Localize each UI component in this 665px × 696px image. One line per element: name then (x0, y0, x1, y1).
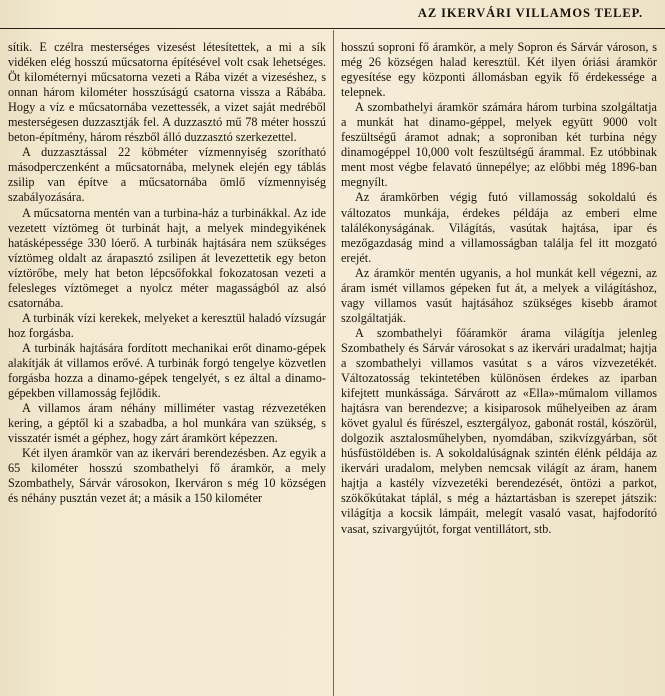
paragraph: Két ilyen áramkör van az ikervári berendezésben. Az egyik a 65 kilométer hosszú szombathelyi fő áramkör, a mely Szombathely, Sárvár városokon, Ikerváron s még 10 községen és néhány pusztán vezet át; a másik a 150 kilométer (8, 446, 326, 506)
paragraph: A szombathelyi főáramkör árama világítja jelenleg Szombathely és Sárvár városokat s az ikervári uradalmat; hajtja a szombathelyi villamos vasútat s a város vízvezetékét. Változatosság tekintetében különösen érdekes az iparban kifejtett munkássága. Sárvárott az «Ella»-műmalom villamos hajtásra van berendezve; a kisiparosok műhelyeiben az áram követ gyalul és fűrészel, esztergályoz, gabonát rostál, kószörül, dolgozik asztalosműhelyben, nyomdában, szikvízgyárban, sőt húsfüstöldében is. A sokoldalúságnak szintén élénk példája az ikervári uradalom, melyben nemcsak világít az áram, hanem hajtja a kastély vízvezetéki berendezését, öntözi a parkot, szökőkútakat táplál, s még a háztartásban is szerepet játszik: világítja a kocsik lámpáit, melegít vasaló vasat, hajfodorító vasat, szivargyújtót, forgat ventillátort, stb. (341, 325, 657, 536)
paragraph: Az áramkör mentén ugyanis, a hol munkát kell végezni, az áram ismét villamos gépeken fut át, a melyek a világításhoz, vagy villamos vasút hajtásához szükséges kisebb áramot szolgáltatják. (341, 265, 657, 325)
left-column (8, 40, 326, 506)
paragraph: Az áramkörben végig futó villamosság sokoldalú és változatos munkája, érdekes példája az emberi elme találékonyságának. Világítás, vasútak hajtása, ipar és mezőgazdaság mind a villamosságban találja fel itt mozgató erejét. (341, 190, 657, 265)
paragraph: sítik. E czélra mesterséges vizesést létesítettek, a mi a sík vidéken elég hosszú műcsatorna építésével volt csak lehetséges. Öt kilométernyi műcsatorna vezeti a Rába vizét a vizeséshez, s onnan három kilométer hosszúságú csatorna vissza a Rábába. Hogy a víz e műcsatornába vezettessék, a vizet saját medréből mesterségesen duzzasztják fel. A duzzasztó mű 78 méter hosszú beton-építmény, három részből álló duzzasztó szerkezettel. (8, 40, 326, 145)
right-column (341, 40, 657, 537)
paragraph: A duzzasztással 22 köbméter vízmennyiség szorítható másodperczenként a műcsatornába, melynek elején egy táblás zsilip van építve a műcsatornába ömlő vízmennyiség szabályozására. (8, 145, 326, 205)
running-head: AZ IKERVÁRI VILLAMOS TELEP. (417, 6, 643, 20)
header-rule (0, 28, 665, 29)
paragraph: A turbinák hajtására fordított mechanikai erőt dinamo-gépek alakítják át villamos erővé. A turbinák forgó tengelye közvetlen forgásba hozza a dinamo-gépek tengelyét, s ez által a dinamo-gépekben villamosság fejlődik. (8, 340, 326, 401)
paragraph: hosszú soproni fő áramkör, a mely Sopron és Sárvár városon, s még 26 községen halad keresztül. Két ilyen óriási áramkör egyesítése egy központi állomásban egyik fő érdekessége a telepnek. (341, 40, 657, 100)
paragraph: A villamos áram néhány milliméter vastag rézvezetéken kering, a géptől ki a szabadba, a hol munkára van szükség, s visszatér ismét a géphez, hogy zárt áramkört képezzen. (8, 401, 326, 446)
paragraph: A turbinák vízi kerekek, melyeket a keresztül haladó vízsugár hoz forgásba. (8, 310, 326, 340)
paragraph: A szombathelyi áramkör számára három turbina szolgáltatja a munkát hat dinamo-géppel, melyek együtt 9000 volt feszültségű áramot adnak; a soproniban két turbina négy dinamogéppel 10,000 volt feszültségű árammal. Ez utóbbinak ment most végbe felavató ünnepélye; az előbbi még 1896-ban megnyílt. (341, 100, 657, 190)
paragraph: A műcsatorna mentén van a turbina-ház a turbinákkal. Az ide vezetett víztömeg öt turbinát hajt, a melyek mindegyikének hatásképessége 330 lóerő. A turbinák hajtására nem szükséges víztömeg oldalt az árapasztó zsilipen át levezettetik egy beton víztörőbe, mely hat beton lépcsőfokkal fokozatosan vezeti a felesleges víztömeget a nyolcz méter magasságból az alsó csatornába. (8, 205, 326, 310)
column-divider (333, 30, 334, 696)
